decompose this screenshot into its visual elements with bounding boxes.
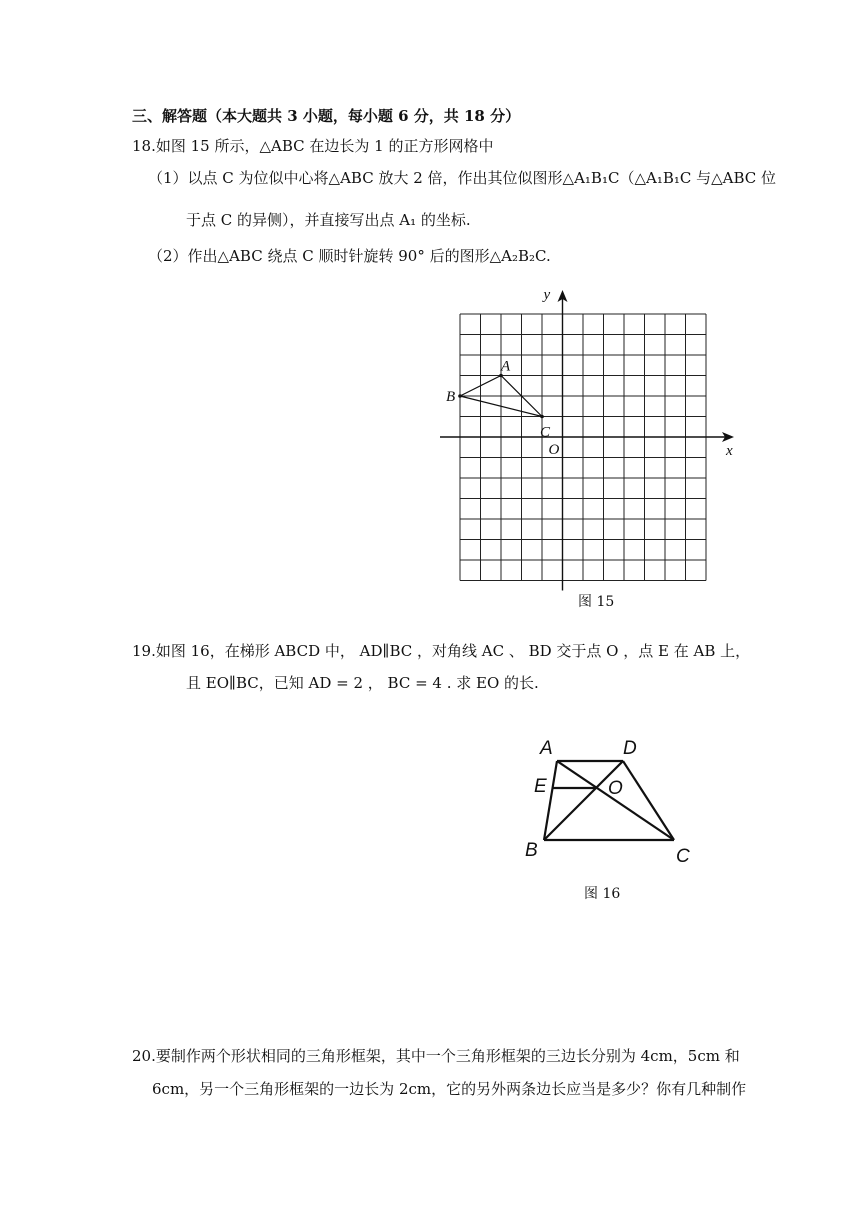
question-18-part-1: （1）以点 C 为位似中心将△ABC 放大 2 倍，作出其位似图形△A₁B₁C（△A₁B₁C 与△ABC 位 [148,169,777,187]
figure-15-grid [440,282,740,582]
figure-16-trapezoid [520,730,710,870]
label-d: D [623,738,637,759]
point-b [458,394,462,398]
coordinate-axes [440,290,734,591]
question-18-part-2: （2）作出△ABC 绕点 C 顺时针旋转 90° 后的图形△A₂B₂C. [148,247,551,265]
label-c: C [676,846,690,867]
section-heading: 三、解答题（本大题共 3 小题，每小题 6 分，共 18 分） [132,107,521,125]
segment-dc [623,761,674,840]
question-18-stem: 18.如图 15 所示，△ABC 在边长为 1 的正方形网格中 [132,137,494,155]
label-b: B [525,840,538,861]
question-19-line-1: 19.如图 16，在梯形 ABCD 中， AD∥BC ，对角线 AC 、 BD 交于点 O ，点 E 在 AB 上， [132,642,751,660]
figure-16-caption: 图 16 [584,886,621,902]
label-o: O [608,778,623,799]
label-point-b: B [446,389,456,405]
label-point-c: C [540,424,551,441]
origin-label: O [548,442,560,458]
x-axis-label: x [726,443,733,459]
question-20-line-2: 6cm，另一个三角形框架的一边长为 2cm，它的另外两条边长应当是多少？你有几种制作 [152,1080,747,1098]
figure-15-caption: 图 15 [578,594,615,610]
diagonal-ac [557,761,674,840]
label-e: E [534,776,547,797]
point-c [540,415,544,419]
y-axis-label: y [543,287,551,303]
question-19-line-2: 且 EO∥BC，已知 AD = 2 ， BC = 4 . 求 EO 的长. [186,674,539,692]
grid-lines [460,314,706,581]
question-20-line-1: 20.要制作两个形状相同的三角形框架，其中一个三角形框架的三边长分别为 4cm，5cm 和 [132,1047,740,1065]
label-a: A [540,738,553,759]
question-18-part-1-cont: 于点 C 的异侧），并直接写出点 A₁ 的坐标. [186,211,471,229]
label-point-a: A [501,358,511,375]
